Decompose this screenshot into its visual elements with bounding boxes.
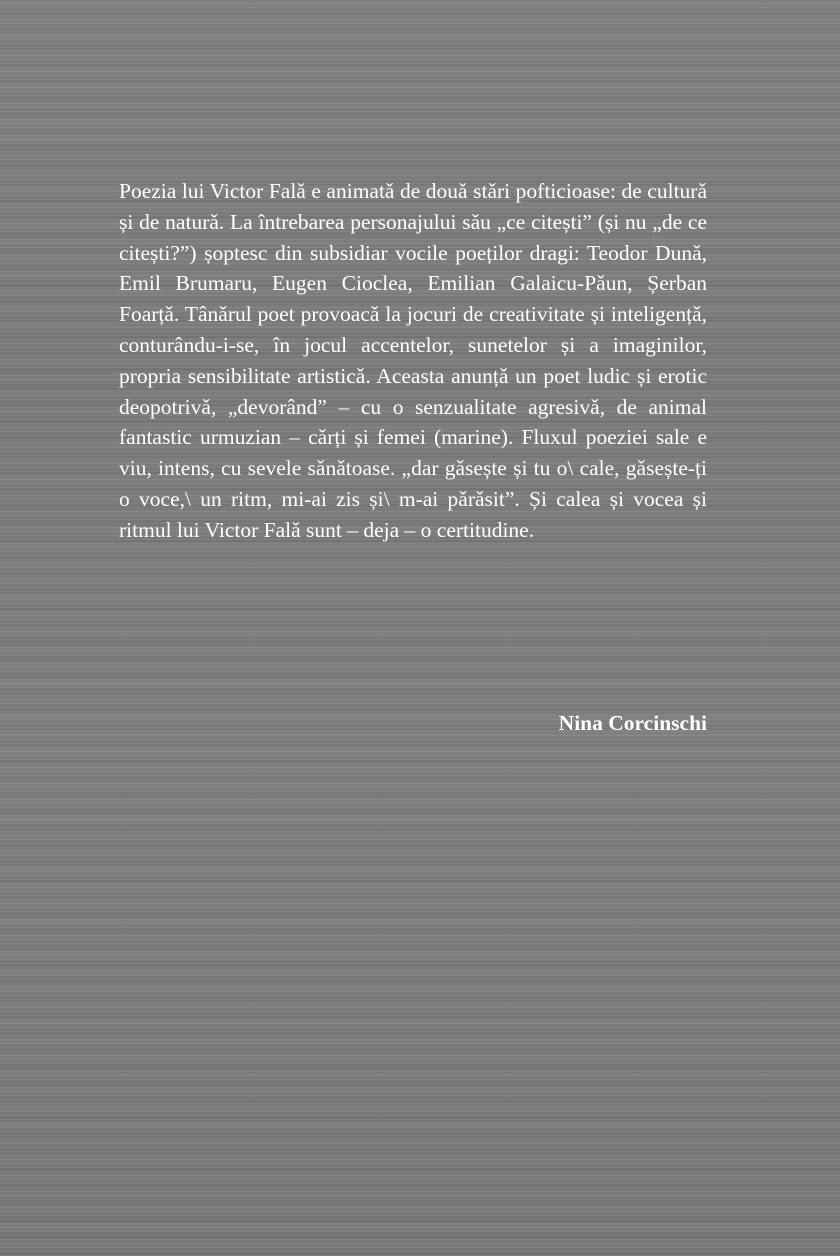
author-signature: Nina Corcinschi: [558, 711, 707, 735]
blurb-text: Poezia lui Victor Falǎ e animatǎ de douǎ stǎri pofticioase: de culturǎ și de naturǎ. La întrebarea personajului sǎu „ce citești” (și nu „de ce citești?”) șoptesc din subsidiar vocile poeților dragi: Teodor Dunǎ, Emil Brumaru, Eugen Cioclea, Emilian Galaicu-Pǎun, Șerban Foarțǎ. Tânǎrul poet provoacǎ la jocuri de creativitate și inteligențǎ, conturându-i-se, în jocul accentelor, sunetelor și a imaginilor, propria sensibilitate artisticǎ. Aceasta anunțǎ un poet ludic și erotic deopotrivǎ, „devorând” – cu o senzualitate agresivǎ, de animal fantastic urmuzian – cǎrți și femei (marine). Fluxul poeziei sale e viu, intens, cu sevele sǎnǎtoase. „dar gǎsește și tu o\ cale, gǎsește-ți o voce,\ un ritm, mi-ai zis și\ m-ai pǎrǎsit”. Și calea și vocea și ritmul lui Victor Falǎ sunt – deja – o certitudine.: [119, 179, 707, 542]
